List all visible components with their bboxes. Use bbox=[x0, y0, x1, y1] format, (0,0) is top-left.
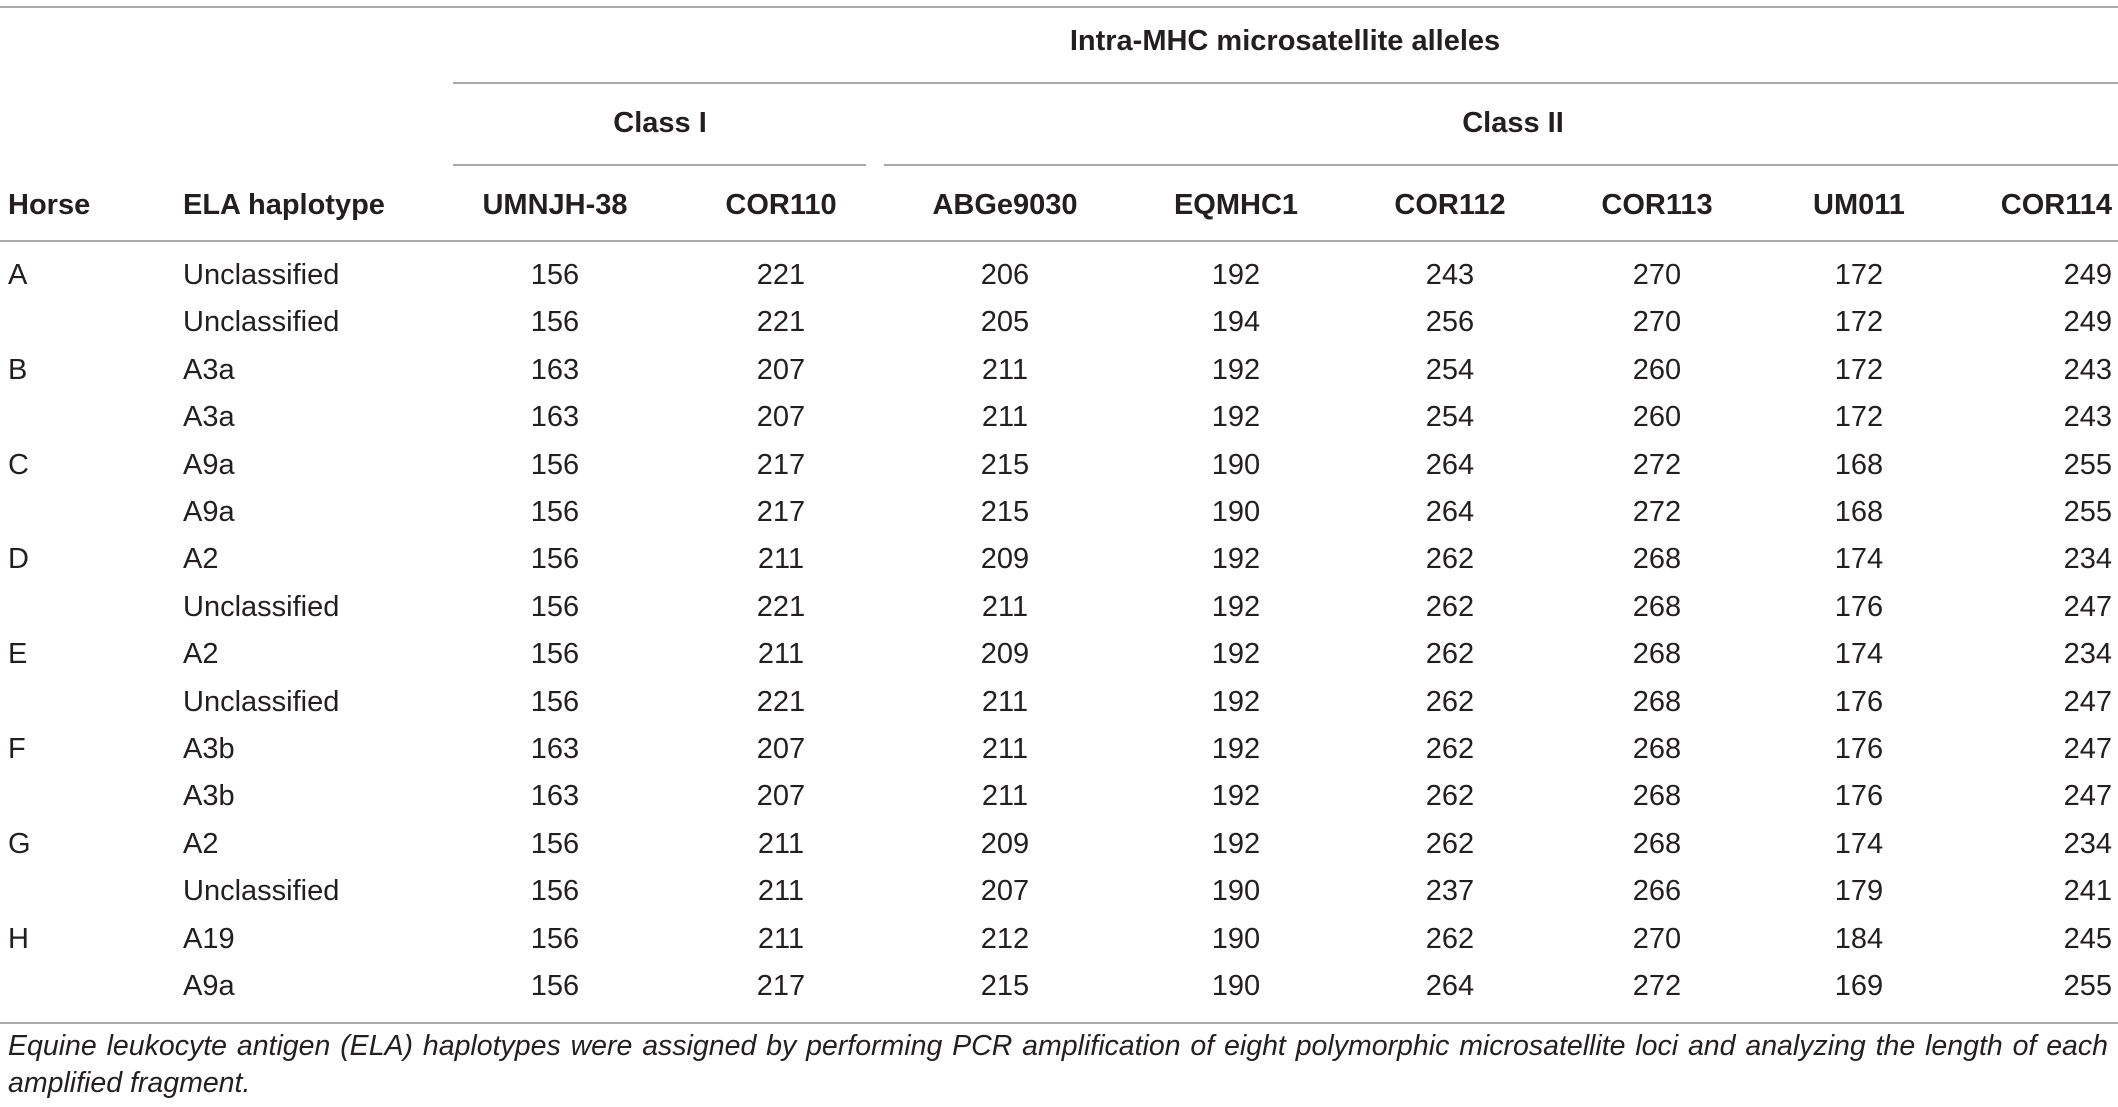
cell-um011: 174 bbox=[1834, 543, 1884, 575]
cell-cor113: 272 bbox=[1632, 970, 1682, 1002]
header-bottom-rule bbox=[0, 240, 2118, 242]
cell-umnjh-38: 156 bbox=[530, 543, 580, 575]
cell-cor110: 221 bbox=[756, 259, 806, 291]
cell-cor110: 211 bbox=[757, 543, 805, 575]
cell-cor114: 234 bbox=[2063, 543, 2112, 575]
class1-rule bbox=[453, 164, 866, 166]
cell-umnjh-38: 156 bbox=[530, 923, 580, 955]
cell-cor113: 268 bbox=[1632, 733, 1682, 765]
cell-cor113: 268 bbox=[1632, 780, 1682, 812]
cell-cor113: 268 bbox=[1632, 638, 1682, 670]
cell-eqmhc1: 192 bbox=[1211, 259, 1261, 291]
cell-eqmhc1: 192 bbox=[1211, 686, 1261, 718]
cell-um011: 168 bbox=[1834, 449, 1884, 481]
cell-abge9030: 209 bbox=[980, 638, 1030, 670]
cell-eqmhc1: 192 bbox=[1211, 828, 1261, 860]
column-header-abge9030: ABGe9030 bbox=[932, 189, 1078, 221]
cell-eqmhc1: 192 bbox=[1211, 780, 1261, 812]
cell-eqmhc1: 190 bbox=[1211, 496, 1261, 528]
cell-cor112: 254 bbox=[1425, 354, 1475, 386]
cell-cor110: 217 bbox=[756, 970, 806, 1002]
cell-cor110: 211 bbox=[757, 828, 805, 860]
column-header-cor110: COR110 bbox=[725, 189, 837, 221]
cell-abge9030: 211 bbox=[981, 401, 1029, 433]
cell-um011: 168 bbox=[1834, 496, 1884, 528]
cell-abge9030: 211 bbox=[981, 733, 1029, 765]
cell-horse: A bbox=[8, 259, 28, 291]
cell-eqmhc1: 190 bbox=[1211, 923, 1261, 955]
cell-abge9030: 212 bbox=[980, 923, 1030, 955]
cell-abge9030: 209 bbox=[980, 543, 1030, 575]
class2-rule bbox=[884, 164, 2118, 166]
cell-um011: 172 bbox=[1834, 306, 1884, 338]
cell-um011: 169 bbox=[1834, 970, 1884, 1002]
cell-cor114: 234 bbox=[2063, 828, 2112, 860]
cell-eqmhc1: 192 bbox=[1211, 591, 1261, 623]
cell-ela-haplotype: A9a bbox=[183, 496, 235, 528]
cell-cor112: 262 bbox=[1425, 591, 1475, 623]
cell-cor114: 234 bbox=[2063, 638, 2112, 670]
cell-cor113: 260 bbox=[1632, 354, 1682, 386]
cell-abge9030: 206 bbox=[980, 259, 1030, 291]
class1-header: Class I bbox=[613, 107, 707, 139]
cell-umnjh-38: 156 bbox=[530, 970, 580, 1002]
cell-cor110: 207 bbox=[756, 401, 806, 433]
cell-eqmhc1: 192 bbox=[1211, 354, 1261, 386]
class2-header: Class II bbox=[1462, 107, 1564, 139]
cell-abge9030: 209 bbox=[980, 828, 1030, 860]
cell-cor112: 237 bbox=[1425, 875, 1475, 907]
cell-um011: 176 bbox=[1834, 686, 1884, 718]
cell-ela-haplotype: A2 bbox=[183, 638, 219, 670]
cell-horse: F bbox=[8, 733, 26, 765]
cell-cor113: 268 bbox=[1632, 543, 1682, 575]
cell-ela-haplotype: A3a bbox=[183, 354, 235, 386]
cell-ela-haplotype: A19 bbox=[183, 923, 235, 955]
cell-umnjh-38: 156 bbox=[530, 638, 580, 670]
cell-eqmhc1: 190 bbox=[1211, 970, 1261, 1002]
cell-umnjh-38: 156 bbox=[530, 828, 580, 860]
cell-cor114: 247 bbox=[2063, 686, 2112, 718]
cell-cor110: 211 bbox=[757, 638, 805, 670]
cell-um011: 172 bbox=[1834, 259, 1884, 291]
cell-umnjh-38: 156 bbox=[530, 875, 580, 907]
cell-cor114: 243 bbox=[2063, 354, 2112, 386]
cell-cor112: 262 bbox=[1425, 828, 1475, 860]
cell-um011: 174 bbox=[1834, 828, 1884, 860]
cell-eqmhc1: 192 bbox=[1211, 733, 1261, 765]
cell-horse: G bbox=[8, 828, 31, 860]
cell-abge9030: 211 bbox=[981, 780, 1029, 812]
cell-eqmhc1: 192 bbox=[1211, 543, 1261, 575]
cell-cor110: 211 bbox=[757, 923, 805, 955]
cell-ela-haplotype: A9a bbox=[183, 449, 235, 481]
cell-horse: C bbox=[8, 449, 29, 481]
cell-ela-haplotype: Unclassified bbox=[183, 875, 340, 907]
cell-cor114: 255 bbox=[2063, 970, 2112, 1002]
cell-ela-haplotype: A3a bbox=[183, 401, 235, 433]
cell-cor110: 207 bbox=[756, 733, 806, 765]
column-header-horse: Horse bbox=[8, 189, 91, 221]
cell-cor110: 221 bbox=[756, 306, 806, 338]
cell-cor114: 247 bbox=[2063, 591, 2112, 623]
cell-abge9030: 215 bbox=[980, 496, 1030, 528]
cell-cor113: 270 bbox=[1632, 306, 1682, 338]
cell-um011: 172 bbox=[1834, 354, 1884, 386]
cell-cor113: 268 bbox=[1632, 686, 1682, 718]
column-header-cor113: COR113 bbox=[1601, 189, 1713, 221]
bottom-rule bbox=[0, 1022, 2118, 1024]
cell-cor113: 268 bbox=[1632, 591, 1682, 623]
cell-ela-haplotype: A2 bbox=[183, 828, 219, 860]
cell-horse: D bbox=[8, 543, 29, 575]
cell-cor112: 262 bbox=[1425, 733, 1475, 765]
cell-cor112: 262 bbox=[1425, 780, 1475, 812]
cell-cor113: 272 bbox=[1632, 496, 1682, 528]
super-header-rule bbox=[453, 82, 2118, 84]
cell-cor110: 217 bbox=[756, 449, 806, 481]
cell-cor114: 241 bbox=[2063, 875, 2112, 907]
cell-cor113: 270 bbox=[1632, 923, 1682, 955]
cell-cor114: 255 bbox=[2063, 496, 2112, 528]
table-footnote: Equine leukocyte antigen (ELA) haplotypes were assigned by performing PCR amplification of eight polymorphic microsatellite loci and analyzing the length of each amplified fragment. bbox=[8, 1030, 2108, 1099]
cell-um011: 184 bbox=[1834, 923, 1884, 955]
cell-umnjh-38: 156 bbox=[530, 591, 580, 623]
cell-um011: 172 bbox=[1834, 401, 1884, 433]
cell-eqmhc1: 190 bbox=[1211, 449, 1261, 481]
cell-ela-haplotype: Unclassified bbox=[183, 306, 340, 338]
cell-cor114: 243 bbox=[2063, 401, 2112, 433]
super-header: Intra-MHC microsatellite alleles bbox=[1069, 25, 1501, 57]
cell-um011: 176 bbox=[1834, 733, 1884, 765]
column-header-cor114: COR114 bbox=[2000, 189, 2112, 221]
cell-umnjh-38: 163 bbox=[530, 354, 580, 386]
cell-cor113: 260 bbox=[1632, 401, 1682, 433]
cell-umnjh-38: 163 bbox=[530, 780, 580, 812]
cell-abge9030: 215 bbox=[980, 970, 1030, 1002]
column-header-eqmhc1: EQMHC1 bbox=[1173, 189, 1299, 221]
cell-cor113: 270 bbox=[1632, 259, 1682, 291]
cell-umnjh-38: 156 bbox=[530, 259, 580, 291]
cell-eqmhc1: 192 bbox=[1211, 401, 1261, 433]
cell-ela-haplotype: A3b bbox=[183, 733, 235, 765]
cell-cor114: 249 bbox=[2063, 306, 2112, 338]
cell-ela-haplotype: A9a bbox=[183, 970, 235, 1002]
cell-umnjh-38: 156 bbox=[530, 686, 580, 718]
cell-cor114: 255 bbox=[2063, 449, 2112, 481]
cell-cor114: 247 bbox=[2063, 780, 2112, 812]
cell-cor112: 243 bbox=[1425, 259, 1475, 291]
cell-ela-haplotype: Unclassified bbox=[183, 591, 340, 623]
cell-cor110: 207 bbox=[756, 780, 806, 812]
cell-cor113: 266 bbox=[1632, 875, 1682, 907]
cell-cor110: 207 bbox=[756, 354, 806, 386]
cell-umnjh-38: 156 bbox=[530, 306, 580, 338]
cell-abge9030: 211 bbox=[981, 591, 1029, 623]
cell-abge9030: 211 bbox=[981, 686, 1029, 718]
cell-ela-haplotype: A2 bbox=[183, 543, 219, 575]
cell-umnjh-38: 163 bbox=[530, 733, 580, 765]
column-header-ela-haplotype: ELA haplotype bbox=[183, 189, 385, 221]
cell-eqmhc1: 194 bbox=[1211, 306, 1261, 338]
cell-cor112: 264 bbox=[1425, 970, 1475, 1002]
cell-abge9030: 207 bbox=[980, 875, 1030, 907]
column-header-um011: UM011 bbox=[1813, 189, 1905, 221]
cell-eqmhc1: 192 bbox=[1211, 638, 1261, 670]
cell-cor112: 264 bbox=[1425, 496, 1475, 528]
cell-umnjh-38: 163 bbox=[530, 401, 580, 433]
cell-ela-haplotype: Unclassified bbox=[183, 686, 340, 718]
cell-umnjh-38: 156 bbox=[530, 449, 580, 481]
cell-cor112: 262 bbox=[1425, 638, 1475, 670]
cell-cor112: 256 bbox=[1425, 306, 1475, 338]
cell-cor113: 272 bbox=[1632, 449, 1682, 481]
cell-um011: 174 bbox=[1834, 638, 1884, 670]
cell-abge9030: 211 bbox=[981, 354, 1029, 386]
cell-ela-haplotype: Unclassified bbox=[183, 259, 340, 291]
cell-cor110: 221 bbox=[756, 591, 806, 623]
cell-cor113: 268 bbox=[1632, 828, 1682, 860]
cell-cor110: 211 bbox=[757, 875, 805, 907]
column-header-umnjh-38: UMNJH-38 bbox=[482, 189, 628, 221]
cell-abge9030: 205 bbox=[980, 306, 1030, 338]
cell-ela-haplotype: A3b bbox=[183, 780, 235, 812]
cell-um011: 176 bbox=[1834, 591, 1884, 623]
top-rule bbox=[0, 6, 2118, 8]
cell-cor112: 262 bbox=[1425, 686, 1475, 718]
cell-eqmhc1: 190 bbox=[1211, 875, 1261, 907]
cell-cor110: 217 bbox=[756, 496, 806, 528]
cell-abge9030: 215 bbox=[980, 449, 1030, 481]
cell-um011: 176 bbox=[1834, 780, 1884, 812]
cell-cor110: 221 bbox=[756, 686, 806, 718]
column-header-cor112: COR112 bbox=[1394, 189, 1506, 221]
cell-umnjh-38: 156 bbox=[530, 496, 580, 528]
cell-cor112: 264 bbox=[1425, 449, 1475, 481]
cell-cor114: 247 bbox=[2063, 733, 2112, 765]
cell-cor114: 245 bbox=[2063, 923, 2112, 955]
cell-um011: 179 bbox=[1834, 875, 1884, 907]
cell-cor112: 254 bbox=[1425, 401, 1475, 433]
cell-cor112: 262 bbox=[1425, 543, 1475, 575]
cell-cor112: 262 bbox=[1425, 923, 1475, 955]
cell-horse: B bbox=[8, 354, 28, 386]
cell-horse: H bbox=[8, 923, 29, 955]
cell-cor114: 249 bbox=[2063, 259, 2112, 291]
cell-horse: E bbox=[8, 638, 28, 670]
